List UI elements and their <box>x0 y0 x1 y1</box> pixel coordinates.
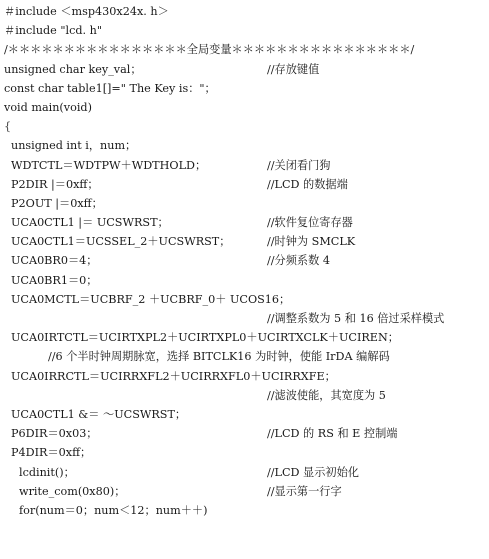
code-text: unsigned int i，num； <box>11 139 137 153</box>
code-comment: //LCD 的数据端 <box>267 177 348 191</box>
code-line <box>4 367 488 386</box>
code-text: for(num＝0；num＜12；num＋＋) <box>19 503 208 517</box>
code-line <box>4 232 488 251</box>
code-text: void main(void) <box>4 100 92 114</box>
code-text: P2DIR |＝0xff； <box>11 177 99 191</box>
code-listing <box>4 2 488 520</box>
code-line <box>4 156 488 175</box>
code-text: WDTCTL＝WDTPW＋WDTHOLD； <box>11 158 207 172</box>
code-text: write_com(0x80)； <box>19 484 126 498</box>
code-text: P4DIR＝0xff； <box>11 446 92 460</box>
code-text: UCA0CTL1＝UCSSEL_2＋UCSWRST； <box>11 235 231 249</box>
code-text: ＃include "lcd. h" <box>4 24 102 38</box>
code-line <box>4 251 488 270</box>
code-text: UCA0BR0＝4； <box>11 254 98 268</box>
code-text: UCA0CTL1 &＝ ～UCSWRST； <box>11 407 187 421</box>
code-line <box>4 117 488 136</box>
code-line <box>4 463 488 482</box>
code-line <box>4 347 488 366</box>
code-comment: //LCD 显示初始化 <box>267 465 359 479</box>
code-text: unsigned char key_val； <box>4 62 142 76</box>
code-line <box>4 290 488 309</box>
code-comment: //时钟为 SMCLK <box>267 235 356 249</box>
code-text: lcdinit()； <box>19 465 75 479</box>
code-line <box>4 309 488 328</box>
section-divider-text: /＊＊＊＊＊＊＊＊＊＊＊＊＊＊＊＊全局变量＊＊＊＊＊＊＊＊＊＊＊＊＊＊＊＊/ <box>4 43 415 57</box>
code-line <box>4 405 488 424</box>
code-text: UCA0CTL1 |＝ UCSWRST； <box>11 216 169 230</box>
open-brace: { <box>4 120 12 134</box>
code-line <box>4 328 488 347</box>
code-comment: //6 个半时钟周期脉宽，选择 BITCLK16 为时钟，使能 IrDA 编解码 <box>48 350 390 364</box>
code-line <box>4 482 488 501</box>
code-text: UCA0MCTL＝UCBRF_2 ＋UCBRF_0＋ UCOS16； <box>11 292 291 306</box>
code-comment: //调整系数为 5 和 16 倍过采样模式 <box>267 312 445 325</box>
code-text: UCA0IRTCTL＝UCIRTXPL2＋UCIRTXPL0＋UCIRTXCLK＋UCIREN； <box>11 331 399 345</box>
code-comment: //LCD 的 RS 和 E 控制端 <box>267 427 398 441</box>
code-line <box>4 386 488 405</box>
code-comment: //显示第一行字 <box>267 484 342 498</box>
code-text: P2OUT |＝0xff； <box>11 196 103 210</box>
code-comment: //关闭看门狗 <box>267 158 331 172</box>
code-line <box>4 136 488 155</box>
code-text: UCA0IRRCTL＝UCIRRXFL2＋UCIRRXFL0＋UCIRRXFE； <box>11 369 336 383</box>
code-text: const char table1[]=" The Key is："； <box>4 81 216 95</box>
code-text: UCA0BR1＝0； <box>11 273 98 287</box>
code-line <box>4 175 488 194</box>
code-line <box>4 194 488 213</box>
code-line <box>4 79 488 98</box>
code-line <box>4 271 488 290</box>
section-divider <box>4 40 488 59</box>
code-line <box>4 60 488 79</box>
code-line <box>4 424 488 443</box>
code-line <box>4 213 488 232</box>
code-line <box>4 98 488 117</box>
code-comment: //分频系数 4 <box>267 254 330 268</box>
code-comment: //存放键值 <box>267 62 320 76</box>
code-line <box>4 443 488 462</box>
code-line <box>4 2 488 21</box>
code-line <box>4 501 488 520</box>
code-text: P6DIR＝0x03； <box>11 427 98 441</box>
code-comment: //滤波使能，其宽度为 5 <box>267 388 386 402</box>
code-comment: //软件复位寄存器 <box>267 216 353 230</box>
code-line <box>4 21 488 40</box>
code-text: ＃include ＜msp430x24x. h＞ <box>4 5 169 18</box>
